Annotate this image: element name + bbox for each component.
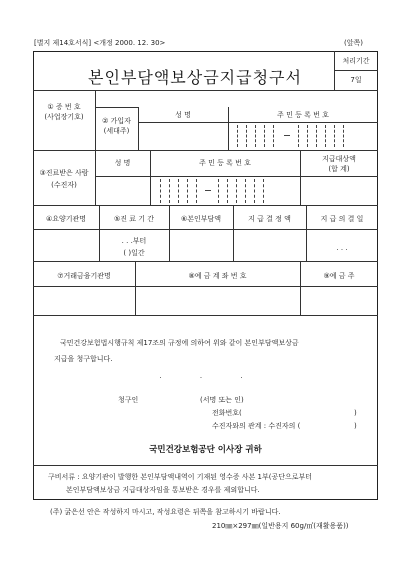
phone-close: ) xyxy=(354,409,357,417)
copay-label: ⑥본인부담액 xyxy=(180,215,222,223)
treatment-period-from[interactable]: . . .부터 xyxy=(121,237,147,245)
subscriber-rrn-header: 주 민 등 록 번 호 xyxy=(277,111,329,119)
statement-line-2: 지급을 청구합니다. xyxy=(54,355,113,363)
treatment-period-label: ⑤진 료 기 간 xyxy=(114,215,154,223)
form-title: 본인부담액보상금지급청구서 xyxy=(88,68,302,87)
subscriber-sublabel: (세대주) xyxy=(103,127,130,135)
required-docs-line-1: 구비서류 : 요양기관이 발행한 본인부담액내역이 기재된 영수증 사본 1부(공단으로부터 xyxy=(48,473,313,481)
institution-label: ④요양기관명 xyxy=(45,215,87,223)
decision-date-value[interactable]: . . . xyxy=(336,244,348,252)
claim-date[interactable]: . . . xyxy=(159,372,261,380)
subscriber-name-header: 성 명 xyxy=(175,111,191,119)
recipient-organization: 국민건강보험공단 이사장 귀하 xyxy=(149,445,262,455)
treatment-period-days[interactable]: ( )일간 xyxy=(123,249,145,257)
signature-placeholder[interactable]: (서명 또는 인) xyxy=(200,396,244,404)
page-side-label: (앞쪽) xyxy=(344,39,363,47)
phone-label: 전화번호( xyxy=(212,409,242,417)
account-holder-label: ⑨예 금 주 xyxy=(323,272,355,280)
recipient-sublabel: (수진자) xyxy=(51,181,77,189)
cert-number-label: ① 증 번 호 xyxy=(47,103,81,111)
recipient-label: ③진료받은 사람 xyxy=(39,169,89,177)
decision-date-label: 지 급 의 결 일 xyxy=(320,215,364,223)
footer-note: (주) 굵은선 안은 작성하지 마시고, 작성요령은 뒤쪽을 참고하시기 바랍니다. xyxy=(50,508,281,516)
recipient-rrn-header: 주 민 등 록 번 호 xyxy=(199,159,251,167)
form-number: [별지 제14호서식] <개정 2000. 12. 30> xyxy=(34,39,166,47)
paper-spec: 210㎜×297㎜(일반용지 60g/㎡(재활용품)) xyxy=(212,522,349,530)
bank-name-label: ⑦거래금융기관명 xyxy=(57,272,111,280)
claimant-label: 청구인 xyxy=(118,396,139,404)
statement-line-1: 국민건강보험법시행규칙 제17조의 규정에 의하여 위와 같이 본인부담액보상금 xyxy=(60,339,299,347)
decision-amount-label: 지 급 결 정 액 xyxy=(248,215,291,223)
recipient-name-header: 성 명 xyxy=(114,159,131,167)
relation-close: ) xyxy=(354,422,357,430)
payment-target-sublabel: (합 계) xyxy=(328,165,350,173)
relation-label: 수진자와의 관계 : 수진자의 ( xyxy=(212,422,301,430)
account-number-label: ⑧예 금 계 좌 번 호 xyxy=(188,272,247,280)
payment-target-label: 지급대상액 xyxy=(322,155,356,163)
required-docs-line-2: 본인부담액보상금 지급대상자임을 통보받은 경우를 제외합니다. xyxy=(66,486,260,494)
cert-number-sublabel: (사업장기호) xyxy=(44,113,84,121)
processing-period-label: 처리기간 xyxy=(342,57,370,65)
processing-period-value: 7일 xyxy=(350,76,362,84)
subscriber-label: ② 가입자 xyxy=(102,117,131,125)
